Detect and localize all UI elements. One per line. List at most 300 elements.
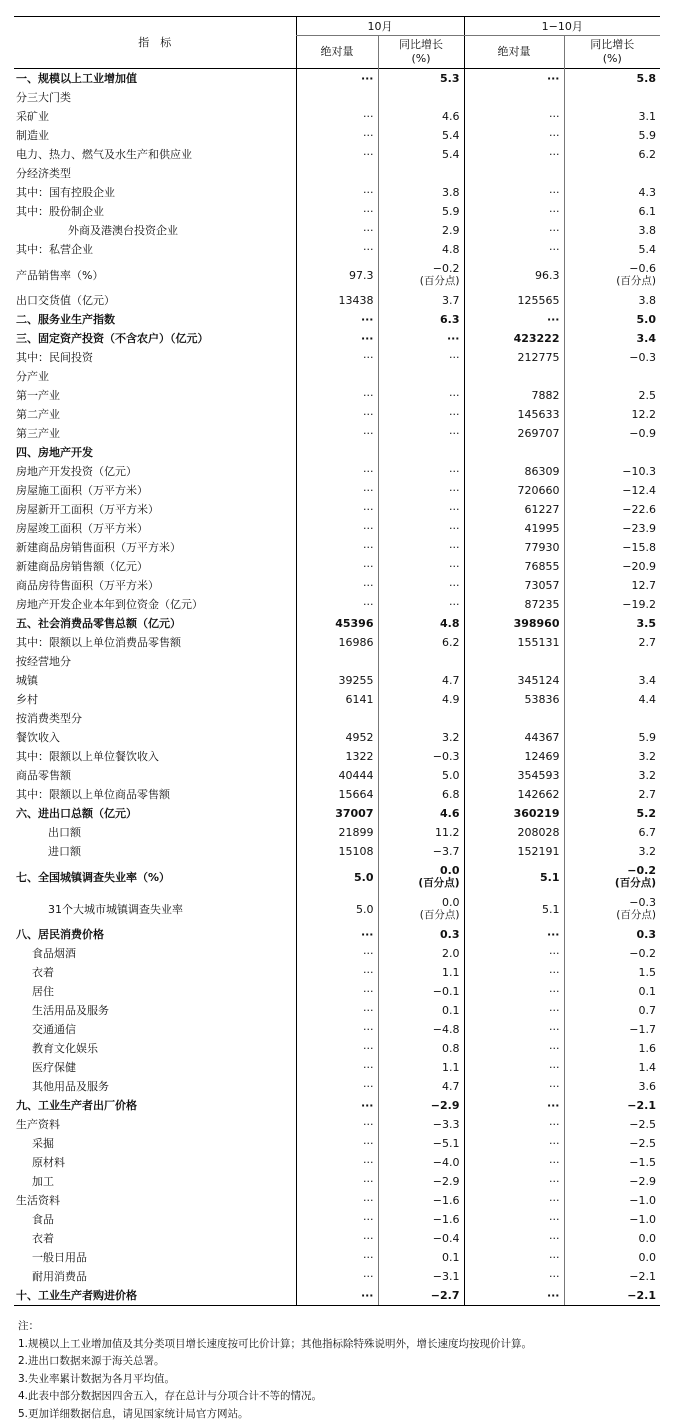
ytd-absolute-cell: ··· (464, 240, 564, 259)
table-row (14, 481, 660, 500)
oct-abs-header: 绝对量 (296, 36, 378, 69)
oct-growth-cell: ··· (378, 386, 464, 405)
ytd-absolute-cell: 86309 (464, 462, 564, 481)
table-row (14, 595, 660, 614)
row-label: 餐饮收入 (14, 728, 296, 747)
table-row (14, 88, 660, 107)
oct-growth-cell: −1.6 (378, 1210, 464, 1229)
table-row (14, 842, 660, 861)
oct-absolute-cell: ··· (296, 145, 378, 164)
table-row (14, 785, 660, 804)
row-label: 房地产开发企业本年到位资金（亿元） (14, 595, 296, 614)
ytd-absolute-cell: 73057 (464, 576, 564, 595)
ytd-growth-cell: 1.6 (564, 1039, 660, 1058)
table-row (14, 221, 660, 240)
table-row (14, 310, 660, 329)
oct-growth-cell (378, 709, 464, 728)
table-row (14, 893, 660, 925)
table-row (14, 1248, 660, 1267)
oct-absolute-cell: ··· (296, 310, 378, 329)
ytd-growth-cell: −0.2 (564, 944, 660, 963)
table-row (14, 126, 660, 145)
ytd-absolute-cell: 354593 (464, 766, 564, 785)
ytd-absolute-cell: 53836 (464, 690, 564, 709)
row-label: 六、进出口总额（亿元） (14, 804, 296, 823)
row-label: 商品零售额 (14, 766, 296, 785)
oct-growth-cell: ··· (378, 424, 464, 443)
row-label: 其中：股份制企业 (14, 202, 296, 221)
ytd-absolute-cell: 145633 (464, 405, 564, 424)
row-label: 外商及港澳台投资企业 (14, 221, 296, 240)
table-row (14, 348, 660, 367)
oct-absolute-cell (296, 652, 378, 671)
ytd-growth-cell: 1.5 (564, 963, 660, 982)
ytd-absolute-cell: 208028 (464, 823, 564, 842)
ytd-absolute-cell: ··· (464, 1210, 564, 1229)
table-header (14, 17, 660, 69)
oct-growth-cell: 4.7 (378, 671, 464, 690)
ytd-absolute-cell: ··· (464, 1077, 564, 1096)
row-label: 采掘 (14, 1134, 296, 1153)
row-label: 按消费类型分 (14, 709, 296, 728)
ytd-growth-cell (564, 88, 660, 107)
table-row (14, 709, 660, 728)
row-label: 其中：限额以上单位餐饮收入 (14, 747, 296, 766)
oct-growth-cell (378, 652, 464, 671)
ytd-growth-cell: −2.1 (564, 1096, 660, 1115)
row-label: 房屋新开工面积（万平方米） (14, 500, 296, 519)
ytd-absolute-cell (464, 88, 564, 107)
table-row (14, 386, 660, 405)
table-row (14, 1134, 660, 1153)
ytd-absolute-cell: 125565 (464, 291, 564, 310)
table-row (14, 557, 660, 576)
oct-yoy-header: 同比增长 (%) (378, 36, 464, 69)
ytd-absolute-cell: ··· (464, 1058, 564, 1077)
oct-absolute-cell: ··· (296, 1134, 378, 1153)
table-row (14, 538, 660, 557)
table-row (14, 329, 660, 348)
oct-growth-cell: 5.0 (378, 766, 464, 785)
oct-absolute-cell: ··· (296, 1248, 378, 1267)
ytd-absolute-cell (464, 164, 564, 183)
note-line: 注： (18, 1318, 658, 1336)
table-row (14, 1115, 660, 1134)
oct-absolute-cell: ··· (296, 183, 378, 202)
row-label: 食品 (14, 1210, 296, 1229)
ytd-growth-cell: −0.3 (百分点) (564, 893, 660, 925)
ytd-absolute-cell: ··· (464, 69, 564, 89)
oct-absolute-cell: ··· (296, 1039, 378, 1058)
oct-absolute-cell: ··· (296, 925, 378, 944)
row-label: 教育文化娱乐 (14, 1039, 296, 1058)
oct-growth-cell: 1.1 (378, 1058, 464, 1077)
ytd-growth-cell: 2.5 (564, 386, 660, 405)
row-label: 生活用品及服务 (14, 1001, 296, 1020)
ytd-growth-cell: −10.3 (564, 462, 660, 481)
table-row (14, 747, 660, 766)
oct-absolute-cell: 15664 (296, 785, 378, 804)
oct-growth-cell: 0.1 (378, 1248, 464, 1267)
note-line: 1.规模以上工业增加值及其分类项目增长速度按可比价计算；其他指标除特殊说明外，增长速度均按现价计算。 (18, 1336, 658, 1354)
ytd-absolute-cell: 96.3 (464, 259, 564, 291)
ytd-absolute-cell: ··· (464, 1134, 564, 1153)
oct-growth-cell: 3.2 (378, 728, 464, 747)
oct-absolute-cell: ··· (296, 1286, 378, 1306)
ytd-growth-cell: 5.2 (564, 804, 660, 823)
oct-absolute-cell: ··· (296, 1115, 378, 1134)
table-row (14, 1058, 660, 1077)
oct-growth-cell: 3.8 (378, 183, 464, 202)
oct-absolute-cell: 5.0 (296, 893, 378, 925)
row-label: 衣着 (14, 963, 296, 982)
ytd-growth-cell: 2.7 (564, 785, 660, 804)
ytd-absolute-cell: 12469 (464, 747, 564, 766)
table-row (14, 1153, 660, 1172)
table-row (14, 804, 660, 823)
ytd-growth-cell: 0.0 (564, 1248, 660, 1267)
ytd-growth-cell: 3.2 (564, 747, 660, 766)
oct-growth-cell: −2.9 (378, 1096, 464, 1115)
oct-growth-cell: ··· (378, 576, 464, 595)
row-label: 居住 (14, 982, 296, 1001)
ytd-absolute-cell (464, 443, 564, 462)
ytd-growth-cell: 5.0 (564, 310, 660, 329)
ytd-absolute-cell: ··· (464, 1248, 564, 1267)
ytd-growth-cell: 6.1 (564, 202, 660, 221)
row-label: 生活资料 (14, 1191, 296, 1210)
ytd-growth-cell: −0.2 (百分点) (564, 861, 660, 893)
row-label: 其他用品及服务 (14, 1077, 296, 1096)
row-label: 出口额 (14, 823, 296, 842)
oct-growth-cell: −3.1 (378, 1267, 464, 1286)
oct-growth-cell: 11.2 (378, 823, 464, 842)
ytd-growth-cell: 2.7 (564, 633, 660, 652)
row-label: 房屋竣工面积（万平方米） (14, 519, 296, 538)
oct-growth-cell: 0.0 (百分点) (378, 861, 464, 893)
oct-growth-cell (378, 164, 464, 183)
oct-absolute-cell: 39255 (296, 671, 378, 690)
oct-growth-cell: ··· (378, 519, 464, 538)
ytd-absolute-cell: 44367 (464, 728, 564, 747)
ytd-growth-cell: 3.8 (564, 291, 660, 310)
ytd-absolute-cell: ··· (464, 1020, 564, 1039)
oct-growth-cell: −2.7 (378, 1286, 464, 1306)
ytd-growth-cell: 3.2 (564, 842, 660, 861)
ytd-growth-cell: −2.1 (564, 1267, 660, 1286)
oct-absolute-cell: ··· (296, 386, 378, 405)
ytd-absolute-cell: ··· (464, 1153, 564, 1172)
table-row (14, 861, 660, 893)
oct-growth-cell: 4.6 (378, 107, 464, 126)
ytd-growth-cell (564, 652, 660, 671)
oct-absolute-cell (296, 709, 378, 728)
ytd-growth-cell: 12.7 (564, 576, 660, 595)
ytd-growth-cell: 4.4 (564, 690, 660, 709)
table-row (14, 183, 660, 202)
table-row (14, 164, 660, 183)
oct-growth-cell: −3.3 (378, 1115, 464, 1134)
ytd-absolute-cell: ··· (464, 1229, 564, 1248)
table-row (14, 823, 660, 842)
oct-growth-cell: 5.3 (378, 69, 464, 89)
oct-growth-cell: 4.9 (378, 690, 464, 709)
table-row (14, 519, 660, 538)
oct-growth-cell: 6.3 (378, 310, 464, 329)
ytd-absolute-cell (464, 367, 564, 386)
oct-growth-cell: −0.4 (378, 1229, 464, 1248)
ytd-absolute-cell: ··· (464, 202, 564, 221)
ytd-growth-cell: −0.3 (564, 348, 660, 367)
ytd-growth-cell: −15.8 (564, 538, 660, 557)
table-row (14, 259, 660, 291)
ytd-absolute-cell: ··· (464, 1286, 564, 1306)
ytd-absolute-cell: 345124 (464, 671, 564, 690)
table-row (14, 367, 660, 386)
ytd-growth-cell: 3.5 (564, 614, 660, 633)
ytd-growth-cell: 5.9 (564, 728, 660, 747)
oct-growth-cell: −5.1 (378, 1134, 464, 1153)
ytd-absolute-cell: 152191 (464, 842, 564, 861)
ytd-growth-cell: −2.1 (564, 1286, 660, 1306)
oct-growth-cell: 4.6 (378, 804, 464, 823)
ytd-absolute-cell: 76855 (464, 557, 564, 576)
table-row (14, 291, 660, 310)
oct-growth-cell: ··· (378, 329, 464, 348)
row-label: 其中：私营企业 (14, 240, 296, 259)
oct-absolute-cell: ··· (296, 576, 378, 595)
row-label: 交通通信 (14, 1020, 296, 1039)
ytd-absolute-cell: 212775 (464, 348, 564, 367)
ytd-growth-cell: −2.5 (564, 1134, 660, 1153)
oct-absolute-cell: ··· (296, 69, 378, 89)
table-row (14, 107, 660, 126)
oct-growth-cell: −0.2 (百分点) (378, 259, 464, 291)
oct-absolute-cell: 21899 (296, 823, 378, 842)
oct-growth-cell (378, 88, 464, 107)
oct-growth-cell: ··· (378, 538, 464, 557)
table-row (14, 1267, 660, 1286)
ytd-absolute-cell: ··· (464, 944, 564, 963)
oct-absolute-cell: ··· (296, 481, 378, 500)
oct-growth-cell: 4.8 (378, 240, 464, 259)
row-label: 食品烟酒 (14, 944, 296, 963)
oct-absolute-cell: 97.3 (296, 259, 378, 291)
row-label: 分产业 (14, 367, 296, 386)
oct-growth-cell: 2.9 (378, 221, 464, 240)
oct-absolute-cell: 13438 (296, 291, 378, 310)
oct-growth-cell: 0.1 (378, 1001, 464, 1020)
ytd-growth-cell: 0.3 (564, 925, 660, 944)
ytd-header: 1−10月 (464, 17, 660, 36)
ytd-absolute-cell: 155131 (464, 633, 564, 652)
ytd-abs-header: 绝对量 (464, 36, 564, 69)
oct-absolute-cell: ··· (296, 221, 378, 240)
oct-growth-cell: −4.0 (378, 1153, 464, 1172)
ytd-growth-cell: 4.3 (564, 183, 660, 202)
oct-absolute-cell: ··· (296, 240, 378, 259)
ytd-growth-cell: −0.9 (564, 424, 660, 443)
row-label: 采矿业 (14, 107, 296, 126)
oct-absolute-cell: ··· (296, 348, 378, 367)
table-row (14, 202, 660, 221)
oct-absolute-cell: 1322 (296, 747, 378, 766)
row-label: 制造业 (14, 126, 296, 145)
oct-absolute-cell: ··· (296, 1210, 378, 1229)
table-row (14, 443, 660, 462)
ytd-absolute-cell: 7882 (464, 386, 564, 405)
row-label: 八、居民消费价格 (14, 925, 296, 944)
table-row (14, 1229, 660, 1248)
oct-growth-cell: ··· (378, 462, 464, 481)
oct-absolute-cell: ··· (296, 126, 378, 145)
ytd-absolute-cell: 87235 (464, 595, 564, 614)
row-label: 产品销售率（%） (14, 259, 296, 291)
oct-absolute-cell: 45396 (296, 614, 378, 633)
oct-absolute-cell: ··· (296, 1001, 378, 1020)
oct-absolute-cell: ··· (296, 424, 378, 443)
row-label: 31个大城市城镇调查失业率 (14, 893, 296, 925)
ytd-absolute-cell: ··· (464, 107, 564, 126)
ytd-absolute-cell: ··· (464, 1172, 564, 1191)
table-row (14, 1210, 660, 1229)
ytd-absolute-cell: 142662 (464, 785, 564, 804)
oct-absolute-cell: ··· (296, 944, 378, 963)
oct-absolute-cell: ··· (296, 1153, 378, 1172)
note-line: 5.更加详细数据信息，请见国家统计局官方网站。 (18, 1406, 658, 1423)
oct-growth-cell (378, 443, 464, 462)
row-label: 耐用消费品 (14, 1267, 296, 1286)
table-row (14, 766, 660, 785)
row-label: 新建商品房销售额（亿元） (14, 557, 296, 576)
oct-absolute-cell (296, 164, 378, 183)
ytd-absolute-cell: 423222 (464, 329, 564, 348)
oct-absolute-cell: ··· (296, 1058, 378, 1077)
row-label: 原材料 (14, 1153, 296, 1172)
ytd-absolute-cell: ··· (464, 982, 564, 1001)
ytd-absolute-cell: 41995 (464, 519, 564, 538)
table-row (14, 240, 660, 259)
ytd-growth-cell: 3.4 (564, 671, 660, 690)
oct-absolute-cell (296, 88, 378, 107)
table-row (14, 1286, 660, 1306)
table-row (14, 500, 660, 519)
row-label: 城镇 (14, 671, 296, 690)
table-row (14, 690, 660, 709)
oct-growth-cell (378, 367, 464, 386)
row-label: 生产资料 (14, 1115, 296, 1134)
oct-absolute-cell: 5.0 (296, 861, 378, 893)
oct-absolute-cell: ··· (296, 963, 378, 982)
ytd-growth-cell: 5.8 (564, 69, 660, 89)
note-line: 2.进出口数据来源于海关总署。 (18, 1353, 658, 1371)
row-label: 其中：限额以上单位商品零售额 (14, 785, 296, 804)
ytd-absolute-cell: ··· (464, 310, 564, 329)
table-row (14, 652, 660, 671)
oct-absolute-cell (296, 443, 378, 462)
oct-growth-cell: ··· (378, 500, 464, 519)
ytd-absolute-cell: ··· (464, 126, 564, 145)
ytd-growth-cell: −1.7 (564, 1020, 660, 1039)
table-row (14, 614, 660, 633)
oct-absolute-cell: ··· (296, 519, 378, 538)
statistics-table (14, 16, 660, 1306)
oct-absolute-cell: ··· (296, 202, 378, 221)
ytd-growth-cell: −1.0 (564, 1191, 660, 1210)
ytd-growth-cell: 3.2 (564, 766, 660, 785)
ytd-absolute-cell: ··· (464, 145, 564, 164)
oct-absolute-cell: ··· (296, 462, 378, 481)
ytd-growth-cell: −1.5 (564, 1153, 660, 1172)
oct-absolute-cell: ··· (296, 982, 378, 1001)
row-label: 出口交货值（亿元） (14, 291, 296, 310)
ytd-absolute-cell: 5.1 (464, 861, 564, 893)
row-label: 第一产业 (14, 386, 296, 405)
oct-growth-cell: −4.8 (378, 1020, 464, 1039)
row-label: 四、房地产开发 (14, 443, 296, 462)
oct-absolute-cell: ··· (296, 1229, 378, 1248)
indicator-header: 指 标 (14, 17, 296, 69)
oct-absolute-cell: ··· (296, 1020, 378, 1039)
ytd-absolute-cell (464, 709, 564, 728)
ytd-absolute-cell: 398960 (464, 614, 564, 633)
table-row (14, 424, 660, 443)
table-row (14, 145, 660, 164)
row-label: 第二产业 (14, 405, 296, 424)
ytd-growth-cell: 3.6 (564, 1077, 660, 1096)
ytd-growth-cell: 6.7 (564, 823, 660, 842)
ytd-absolute-cell: ··· (464, 221, 564, 240)
ytd-growth-cell: −19.2 (564, 595, 660, 614)
table-row (14, 1077, 660, 1096)
row-label: 一、规模以上工业增加值 (14, 69, 296, 89)
table-row (14, 1096, 660, 1115)
oct-growth-cell: 3.7 (378, 291, 464, 310)
ytd-growth-cell: 0.7 (564, 1001, 660, 1020)
row-label: 一般日用品 (14, 1248, 296, 1267)
oct-absolute-cell: 6141 (296, 690, 378, 709)
oct-absolute-cell: ··· (296, 595, 378, 614)
table-row (14, 1001, 660, 1020)
oct-growth-cell: ··· (378, 557, 464, 576)
oct-header: 10月 (296, 17, 464, 36)
oct-growth-cell: 5.4 (378, 145, 464, 164)
row-label: 商品房待售面积（万平方米） (14, 576, 296, 595)
table-row (14, 728, 660, 747)
ytd-growth-cell: −2.9 (564, 1172, 660, 1191)
oct-growth-cell: 4.8 (378, 614, 464, 633)
oct-growth-cell: −2.9 (378, 1172, 464, 1191)
row-label: 乡村 (14, 690, 296, 709)
oct-absolute-cell: ··· (296, 405, 378, 424)
table-row (14, 963, 660, 982)
ytd-absolute-cell: 360219 (464, 804, 564, 823)
oct-absolute-cell: 37007 (296, 804, 378, 823)
oct-absolute-cell: ··· (296, 538, 378, 557)
row-label: 二、服务业生产指数 (14, 310, 296, 329)
table-row (14, 405, 660, 424)
table-row (14, 944, 660, 963)
row-label: 衣着 (14, 1229, 296, 1248)
oct-growth-cell: 5.9 (378, 202, 464, 221)
table-row (14, 633, 660, 652)
ytd-absolute-cell: 61227 (464, 500, 564, 519)
oct-growth-cell: 5.4 (378, 126, 464, 145)
ytd-growth-cell: 5.4 (564, 240, 660, 259)
oct-growth-cell: 6.2 (378, 633, 464, 652)
table-row (14, 1039, 660, 1058)
table-row (14, 1020, 660, 1039)
